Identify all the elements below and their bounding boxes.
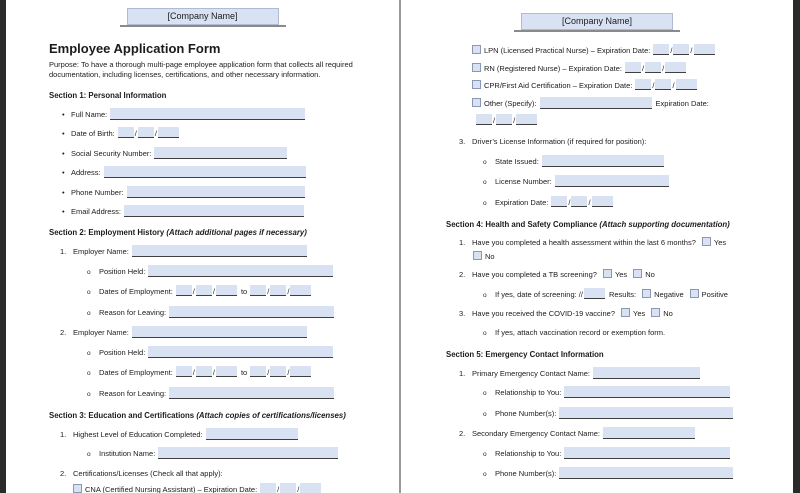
secondary-phone-line	[483, 467, 793, 480]
employer1-name-input[interactable]	[132, 245, 307, 257]
date-separator: /	[493, 116, 496, 125]
date-yyyy-input[interactable]	[158, 127, 179, 138]
date-separator: /	[277, 484, 280, 493]
state-issued-line	[483, 155, 793, 168]
date-yyyy-input[interactable]	[290, 366, 311, 377]
section-2-note: (Attach additional pages if necessary)	[166, 228, 307, 238]
tb-no-checkbox[interactable]	[633, 269, 642, 278]
item-number: 1.	[459, 237, 466, 247]
item-number: 3.	[459, 137, 466, 146]
date-yyyy-input[interactable]	[216, 366, 237, 377]
employer-name-label: Employer Name:	[73, 247, 129, 257]
bullet-icon: •	[62, 109, 65, 119]
item-number: 1.	[60, 429, 67, 439]
institution-input[interactable]	[158, 447, 338, 459]
employer2-name-input[interactable]	[132, 326, 307, 338]
date-dd-input[interactable]	[196, 285, 212, 296]
date-yyyy-input[interactable]	[665, 62, 686, 73]
date-mm-input[interactable]	[551, 196, 567, 207]
date-separator: /	[192, 368, 195, 378]
education-label: Highest Level of Education Completed:	[73, 429, 203, 439]
date-separator: /	[641, 63, 645, 73]
dob-line	[62, 127, 399, 139]
section-3-note: (Attach copies of certifications/licenses)	[196, 410, 346, 420]
date-separator: /	[267, 287, 270, 297]
reason-for-leaving-label: Reason for Leaving:	[99, 388, 167, 398]
date-separator: /	[154, 129, 157, 139]
sub-bullet-icon: o	[87, 309, 91, 317]
no-label: No	[663, 309, 673, 318]
date-dd-input[interactable]	[196, 366, 212, 377]
date-dd-input[interactable]	[571, 196, 587, 207]
state-issued-input[interactable]	[542, 155, 664, 167]
bullet-icon: •	[62, 148, 65, 158]
section-4-heading	[446, 220, 793, 229]
sub-bullet-icon: o	[87, 268, 91, 276]
date-separator: /	[267, 368, 270, 378]
date-mm-input[interactable]	[476, 114, 492, 125]
date-separator: /	[672, 81, 675, 90]
positive-label: Positive	[701, 289, 728, 299]
positive-checkbox[interactable]	[690, 289, 699, 298]
sub-bullet-icon: o	[483, 329, 487, 337]
secondary-contact-label: Secondary Emergency Contact Name:	[472, 429, 600, 438]
date-yyyy-input[interactable]	[216, 285, 237, 296]
date-separator: /	[662, 63, 665, 73]
date-separator: /	[134, 129, 137, 139]
cna-checkbox[interactable]	[73, 484, 82, 493]
lpn-checkbox[interactable]	[472, 45, 481, 54]
secondary-relationship-line	[483, 447, 793, 460]
email-input[interactable]	[124, 205, 304, 217]
date-separator: /	[652, 81, 655, 90]
license-date-group	[551, 198, 612, 207]
phone-input[interactable]	[127, 186, 305, 198]
secondary-phone-input[interactable]	[559, 467, 733, 479]
primary-phone-line	[483, 407, 793, 420]
bullet-icon: •	[62, 129, 65, 139]
other-label: Other (Specify):	[484, 98, 537, 108]
page-1	[6, 0, 399, 493]
ssn-line	[62, 147, 399, 159]
primary-contact-line	[459, 367, 793, 379]
start-date-group	[176, 287, 237, 296]
section-4-note: (Attach supporting documentation)	[599, 219, 730, 229]
license-number-input[interactable]	[555, 175, 669, 187]
rn-checkbox[interactable]	[472, 63, 481, 72]
date-separator: /	[568, 197, 571, 207]
item-number: 2.	[60, 468, 67, 478]
date-yyyy-input[interactable]	[290, 285, 311, 296]
employer2-reason-input[interactable]	[169, 387, 334, 399]
yes-label: Yes	[633, 309, 646, 318]
email-label: Email Address:	[71, 207, 122, 217]
secondary-relationship-input[interactable]	[564, 447, 730, 459]
bullet-icon: •	[62, 187, 65, 197]
company-name-block	[120, 8, 286, 27]
sub-bullet-icon: o	[483, 179, 487, 186]
other-line	[472, 97, 793, 109]
tb-date-label: If yes, date of screening: //	[495, 289, 583, 299]
sub-bullet-icon: o	[87, 349, 91, 357]
date-mm-input[interactable]	[250, 285, 266, 296]
date-separator: /	[513, 116, 516, 125]
date-mm-input[interactable]	[118, 127, 134, 138]
yes-label: Yes	[713, 237, 727, 247]
secondary-contact-line	[459, 427, 793, 439]
health-yes-checkbox[interactable]	[702, 237, 711, 246]
ssn-label: Social Security Number:	[71, 148, 152, 158]
date-separator: /	[192, 287, 195, 297]
employer2-position-line	[87, 346, 399, 359]
health-assessment-line	[459, 237, 793, 248]
other-expiration-label: Expiration Date:	[655, 98, 709, 108]
tb-date-input[interactable]	[584, 288, 605, 299]
date-separator: /	[588, 197, 591, 207]
drivers-license-line	[459, 136, 793, 147]
cna-line	[73, 483, 399, 493]
full-name-label: Full Name:	[71, 109, 108, 119]
position-held-label: Position Held:	[99, 266, 146, 276]
phone-label: Phone Number:	[71, 187, 124, 197]
section-1-heading: Section 1: Personal Information	[49, 90, 167, 100]
date-yyyy-input[interactable]	[592, 196, 613, 207]
employer2-dates-line	[87, 366, 399, 379]
bullet-icon: •	[62, 168, 65, 178]
phone-line	[62, 186, 399, 198]
full-name-line	[62, 108, 399, 120]
company-name-block	[514, 13, 680, 32]
end-date-group	[250, 287, 311, 296]
other-checkbox[interactable]	[472, 98, 481, 107]
employer2-position-input[interactable]	[148, 346, 333, 358]
other-date-group	[476, 116, 537, 125]
certs-label: Certifications/Licenses (Check all that apply):	[73, 468, 223, 478]
primary-relationship-input[interactable]	[564, 386, 730, 398]
no-label: No	[645, 270, 655, 279]
yes-label: Yes	[614, 270, 628, 279]
bullet-icon: •	[62, 207, 65, 217]
dates-of-employment-label: Dates of Employment:	[99, 368, 173, 378]
date-separator: /	[287, 287, 290, 297]
cna-label: CNA (Certified Nursing Assistant) – Expiration Date:	[85, 484, 258, 493]
sub-bullet-icon: o	[483, 199, 487, 207]
sub-bullet-icon: o	[483, 410, 487, 418]
cpr-label: CPR/First Aid Certification – Expiration Date:	[484, 81, 633, 90]
state-issued-label: State Issued:	[495, 156, 539, 166]
employer1-reason-input[interactable]	[169, 306, 334, 318]
section-3-heading	[49, 411, 399, 420]
health-assessment-label: Have you completed a health assessment within the last 6 months?	[472, 237, 696, 247]
sub-bullet-icon: o	[87, 451, 91, 459]
employer-name-label: Employer Name:	[73, 328, 129, 338]
tb-date-results-line	[483, 288, 793, 301]
section-2-title: Section 2: Employment History	[49, 228, 165, 238]
date-mm-input[interactable]	[176, 366, 192, 377]
company-name-field[interactable]: [Company Name]	[127, 8, 279, 25]
date-dd-input[interactable]	[673, 44, 689, 55]
date-separator: /	[212, 287, 215, 297]
sub-bullet-icon: o	[483, 471, 487, 478]
sub-bullet-icon: o	[483, 291, 487, 299]
full-name-input[interactable]	[110, 108, 305, 120]
sub-bullet-icon: o	[87, 289, 91, 297]
lpn-line	[472, 44, 793, 56]
cpr-checkbox[interactable]	[472, 80, 481, 89]
covid-line	[459, 308, 793, 319]
employer1-position-input[interactable]	[148, 265, 333, 277]
right-frame-edge	[793, 0, 800, 493]
date-mm-input[interactable]	[260, 483, 276, 493]
date-dd-input[interactable]	[270, 366, 286, 377]
cpr-date-group	[635, 81, 696, 90]
date-dd-input[interactable]	[270, 285, 286, 296]
employer1-dates-line	[87, 285, 399, 298]
date-mm-input[interactable]	[635, 79, 651, 90]
license-number-label: License Number:	[495, 177, 552, 186]
cpr-line	[472, 79, 793, 91]
sub-bullet-icon: o	[87, 370, 91, 378]
item-number: 1.	[459, 368, 466, 378]
rn-label: RN (Registered Nurse) – Expiration Date:	[484, 63, 622, 73]
to-label: to	[240, 368, 248, 378]
start-date-group	[176, 368, 237, 377]
date-separator: /	[670, 46, 673, 55]
tb-screening-label: Have you completed a TB screening?	[472, 270, 597, 279]
employer2-reason-line	[87, 387, 399, 400]
purpose-text: Purpose: To have a thorough multi-page employee application form that collects all required documentation, including licenses, certifications, and other necessary information.	[49, 60, 353, 79]
date-dd-input[interactable]	[138, 127, 154, 138]
employer1-line	[60, 245, 399, 257]
sub-bullet-icon: o	[483, 390, 487, 397]
date-separator: /	[297, 484, 300, 493]
health-no-line	[473, 251, 793, 262]
cna-date-group	[260, 485, 321, 493]
item-number: 1.	[60, 247, 67, 257]
ssn-input[interactable]	[154, 147, 287, 159]
rn-date-group	[625, 64, 686, 73]
item-number: 2.	[459, 429, 466, 438]
negative-checkbox[interactable]	[642, 289, 651, 298]
education-line	[60, 428, 399, 440]
tb-yes-checkbox[interactable]	[603, 269, 612, 278]
lpn-label: LPN (Licensed Practical Nurse) – Expiration Date:	[484, 46, 651, 55]
certs-line	[60, 468, 399, 479]
date-yyyy-input[interactable]	[300, 483, 321, 493]
employer1-reason-line	[87, 306, 399, 319]
employer1-position-line	[87, 265, 399, 278]
sub-bullet-icon: o	[87, 390, 91, 398]
date-yyyy-input[interactable]	[676, 79, 697, 90]
no-label: No	[485, 251, 495, 261]
phone-numbers-label: Phone Number(s):	[495, 469, 557, 478]
address-label: Address:	[71, 168, 101, 178]
date-mm-input[interactable]	[176, 285, 192, 296]
dob-date-group	[118, 129, 179, 138]
drivers-license-label: Driver’s License Information (if required for position):	[472, 137, 647, 146]
dates-of-employment-label: Dates of Employment:	[99, 287, 173, 297]
document-title: Employee Application Form	[49, 41, 221, 56]
institution-label: Institution Name:	[99, 449, 156, 459]
education-input[interactable]	[206, 428, 298, 440]
other-specify-input[interactable]	[540, 97, 652, 109]
dob-label: Date of Birth:	[71, 129, 115, 139]
address-input[interactable]	[104, 166, 306, 178]
phone-numbers-label: Phone Number(s):	[495, 408, 557, 418]
license-expiration-line	[483, 196, 793, 209]
page-2	[401, 0, 793, 493]
relationship-label: Relationship to You:	[495, 388, 562, 397]
relationship-label: Relationship to You:	[495, 448, 562, 458]
sub-bullet-icon: o	[483, 450, 487, 458]
company-name-field[interactable]: [Company Name]	[521, 13, 673, 30]
covid-attach-line	[483, 327, 793, 339]
email-line	[62, 205, 399, 217]
tb-screening-line	[459, 269, 793, 280]
date-mm-input[interactable]	[250, 366, 266, 377]
date-yyyy-input[interactable]	[694, 44, 715, 55]
results-label: Results:	[608, 289, 637, 299]
date-dd-input[interactable]	[280, 483, 296, 493]
lpn-date-group	[653, 46, 714, 55]
date-dd-input[interactable]	[496, 114, 512, 125]
covid-no-checkbox[interactable]	[651, 308, 660, 317]
item-number: 2.	[60, 328, 67, 338]
expiration-date-label: Expiration Date:	[495, 197, 549, 207]
date-separator: /	[287, 368, 290, 378]
primary-phone-input[interactable]	[559, 407, 733, 419]
covid-attach-label: If yes, attach vaccination record or exemption form.	[495, 327, 666, 337]
end-date-group	[250, 368, 311, 377]
date-yyyy-input[interactable]	[516, 114, 537, 125]
sub-bullet-icon: o	[483, 158, 487, 166]
position-held-label: Position Held:	[99, 347, 146, 357]
section-2-heading	[49, 228, 399, 237]
section-5-heading: Section 5: Emergency Contact Information	[446, 349, 604, 359]
secondary-contact-input[interactable]	[603, 427, 695, 439]
covid-yes-checkbox[interactable]	[621, 308, 630, 317]
date-separator: /	[690, 46, 693, 55]
primary-contact-label: Primary Emergency Contact Name:	[472, 368, 590, 378]
date-separator: /	[212, 368, 215, 378]
item-number: 2.	[459, 270, 466, 279]
negative-label: Negative	[654, 289, 684, 299]
date-dd-input[interactable]	[655, 79, 671, 90]
employer2-line	[60, 326, 399, 338]
other-date-line	[476, 114, 793, 126]
date-dd-input[interactable]	[645, 62, 661, 73]
rn-line	[472, 62, 793, 74]
license-number-line	[483, 175, 793, 188]
section-3-title: Section 3: Education and Certifications	[49, 410, 195, 420]
to-label: to	[240, 287, 248, 297]
address-line	[62, 166, 399, 178]
item-number: 3.	[459, 309, 466, 318]
section-4-title: Section 4: Health and Safety Compliance	[446, 219, 598, 229]
institution-line	[87, 447, 399, 460]
health-no-checkbox[interactable]	[473, 251, 482, 260]
primary-relationship-line	[483, 386, 793, 399]
reason-for-leaving-label: Reason for Leaving:	[99, 307, 167, 317]
covid-label: Have you received the COVID-19 vaccine?	[472, 309, 615, 318]
primary-contact-input[interactable]	[593, 367, 700, 379]
date-mm-input[interactable]	[653, 44, 669, 55]
date-mm-input[interactable]	[625, 62, 641, 73]
